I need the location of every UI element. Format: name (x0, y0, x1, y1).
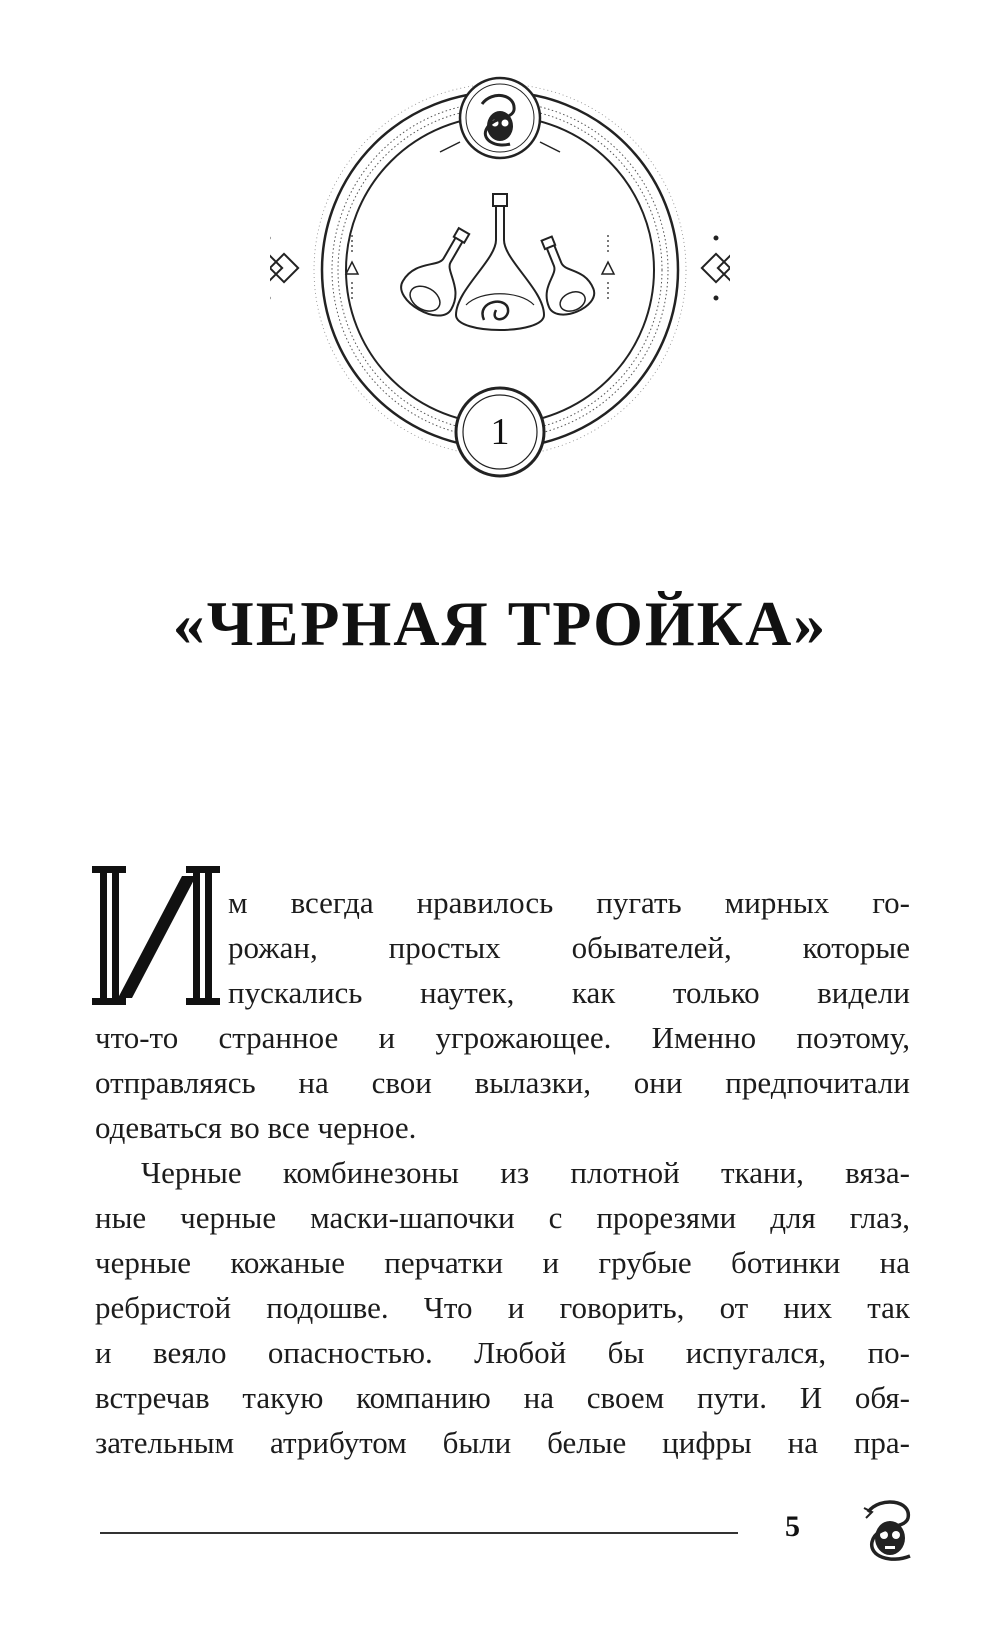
text-line: черные кожаные перчатки и грубые ботинки на (95, 1245, 910, 1280)
right-diamond-ornament (702, 237, 730, 300)
text-line: рожан, простых обывателей, которые (228, 930, 910, 965)
text-line: Черные комбинезоны из плотной ткани, вяза- (141, 1155, 910, 1190)
text-line: что-то странное и угрожающее. Именно поэтому, (95, 1020, 910, 1055)
body-text (95, 880, 910, 1465)
chapter-title: «ЧЕРНАЯ ТРОЙКА» (172, 588, 828, 659)
text-line: ребристой подошве. Что и говорить, от них так (95, 1290, 910, 1325)
left-diamond-ornament (270, 237, 298, 300)
text-line: и веяло опасностью. Любой бы испугался, по- (95, 1335, 910, 1370)
footer-rule (100, 1532, 738, 1534)
text-line: пускались наутек, как только видели (228, 975, 910, 1010)
text-line: ные черные маски-шапочки с прорезями для глаз, (95, 1200, 910, 1235)
text-line: м всегда нравилось пугать мирных го- (228, 885, 910, 920)
page-number: 5 (785, 1510, 800, 1543)
chapter-emblem-icon (270, 60, 730, 520)
chapter-number: 1 (490, 411, 510, 453)
snake-skull-icon (850, 1490, 930, 1570)
text-line: отправляясь на свои вылазки, они предпочитали (95, 1065, 910, 1100)
text-line: встречав такую компанию на своем пути. И обя- (95, 1380, 910, 1415)
text-line: одеваться во все черное. (95, 1110, 417, 1145)
text-line: зательным атрибутом были белые цифры на пра- (95, 1425, 910, 1460)
potion-bottles-icon (395, 194, 599, 330)
